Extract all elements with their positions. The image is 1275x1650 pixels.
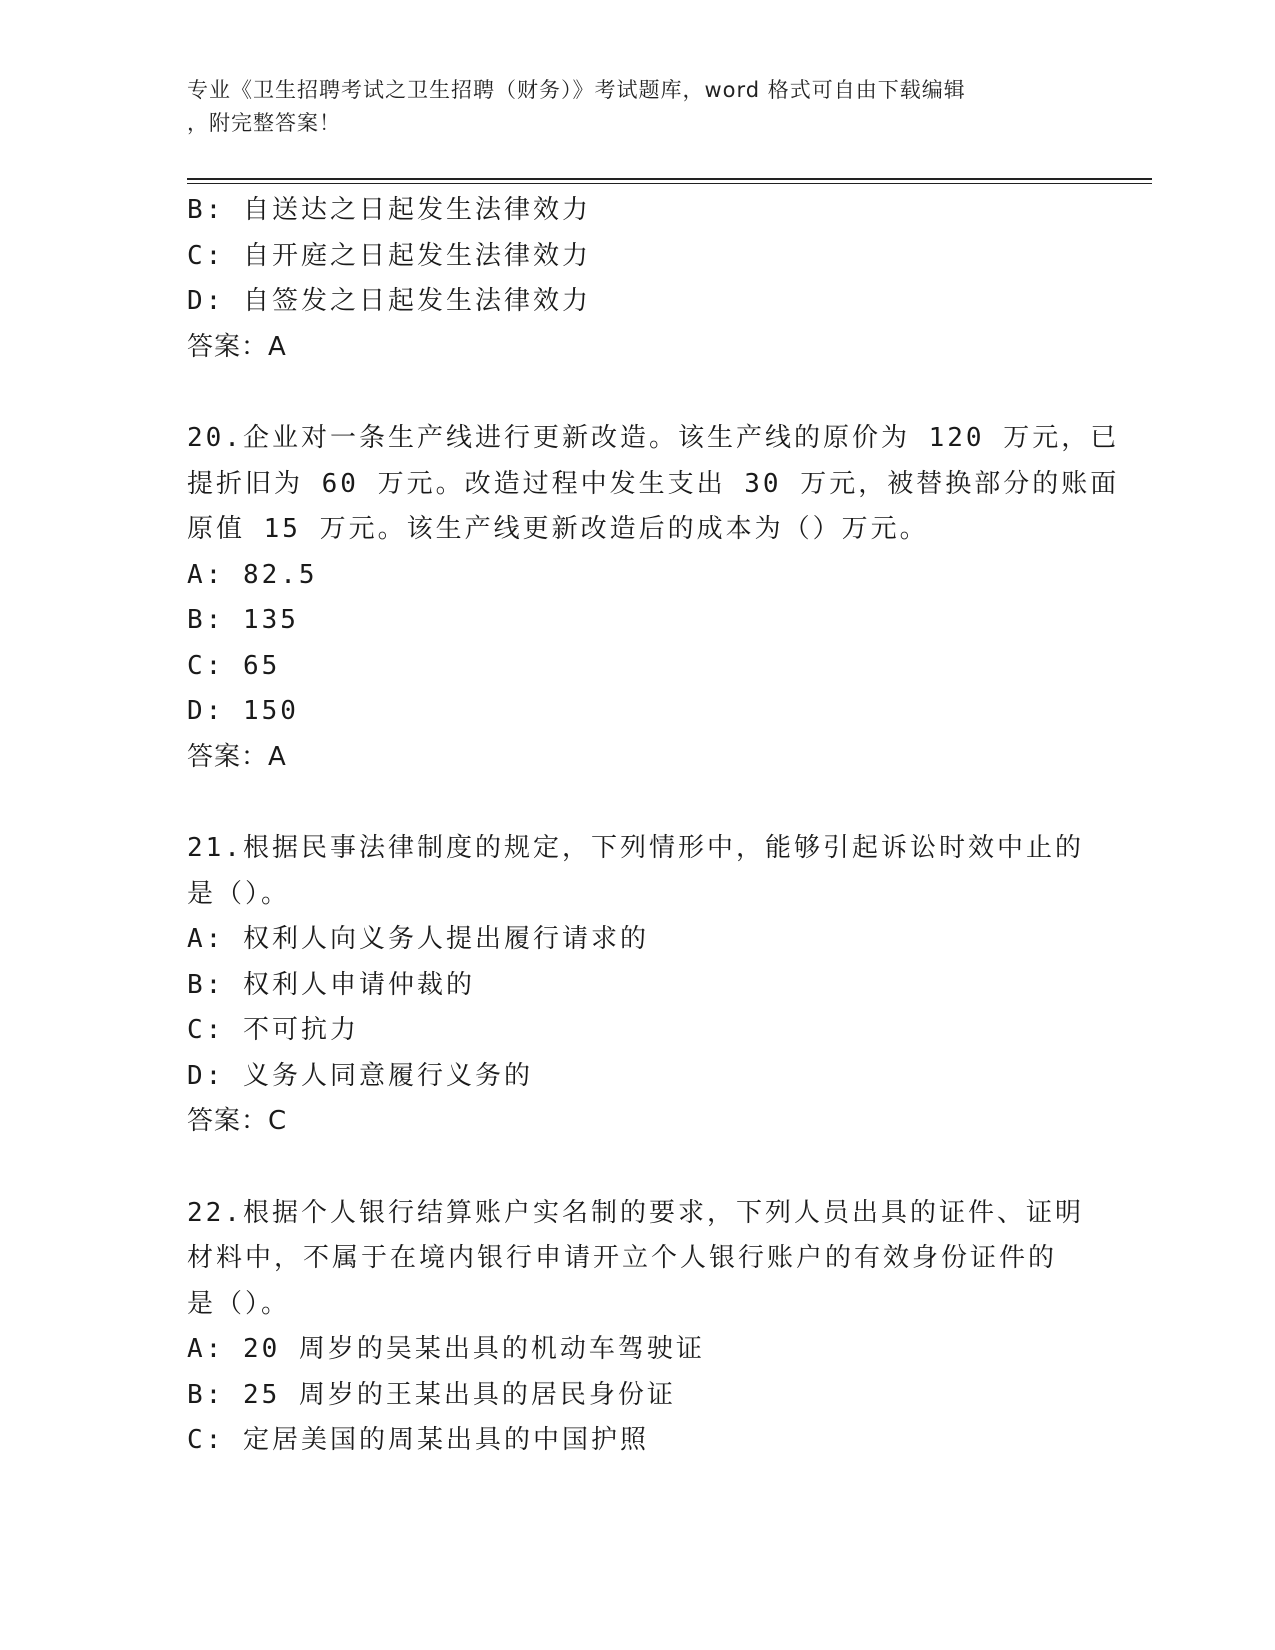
question-text-line: 原值 15 万元。该生产线更新改造后的成本为（）万元。	[187, 514, 929, 544]
option-b: B: 25 周岁的王某出具的居民身份证	[187, 1379, 676, 1410]
option-d: D: 自签发之日起发生法律效力	[187, 286, 591, 316]
header-divider-thin	[187, 183, 1152, 184]
header-line-1: 专业《卫生招聘考试之卫生招聘（财务）》考试题库，word 格式可自由下载编辑	[187, 78, 966, 102]
option-c: C: 定居美国的周某出具的中国护照	[187, 1425, 649, 1455]
option-b: B: 自送达之日起发生法律效力	[187, 195, 591, 225]
header-line-2: ，附完整答案！	[187, 111, 341, 135]
option-a: A: 20 周岁的吴某出具的机动车驾驶证	[187, 1334, 705, 1364]
document-body	[187, 188, 1120, 1464]
question-22	[187, 1191, 1087, 1464]
option-d: D: 义务人同意履行义务的	[187, 1060, 533, 1091]
question-text-line: 是（）。	[187, 878, 291, 909]
question-text-line: 是（）。	[187, 1288, 291, 1319]
header-divider-thick	[187, 178, 1152, 180]
question-text-line: 21.根据民事法律制度的规定，下列情形中，能够引起诉讼时效中止的	[187, 833, 1084, 863]
option-c: C: 不可抗力	[187, 1015, 359, 1045]
option-a: A: 权利人向义务人提出履行请求的	[187, 924, 649, 954]
prev-question	[187, 188, 1087, 370]
answer-line: 答案：C	[187, 1106, 288, 1136]
option-c: C: 自开庭之日起发生法律效力	[187, 240, 591, 271]
option-d: D: 150	[187, 696, 299, 726]
option-b: B: 135	[187, 605, 299, 635]
document-header	[187, 74, 1077, 140]
question-20	[187, 416, 1120, 780]
question-text-line: 22.根据个人银行结算账户实名制的要求，下列人员出具的证件、证明	[187, 1197, 1084, 1228]
option-c: C: 65	[187, 650, 281, 681]
question-text-line: 提折旧为 60 万元。改造过程中发生支出 30 万元，被替换部分的账面	[187, 468, 1120, 499]
question-text-line: 材料中，不属于在境内银行申请开立个人银行账户的有效身份证件的	[187, 1243, 1058, 1273]
option-b: B: 权利人申请仲裁的	[187, 969, 475, 1000]
question-21	[187, 826, 1087, 1145]
answer-line: 答案：A	[187, 331, 287, 362]
option-a: A: 82.5	[187, 559, 318, 590]
question-text-line: 20.企业对一条生产线进行更新改造。该生产线的原价为 120 万元，已	[187, 423, 1120, 453]
answer-line: 答案：A	[187, 741, 287, 772]
